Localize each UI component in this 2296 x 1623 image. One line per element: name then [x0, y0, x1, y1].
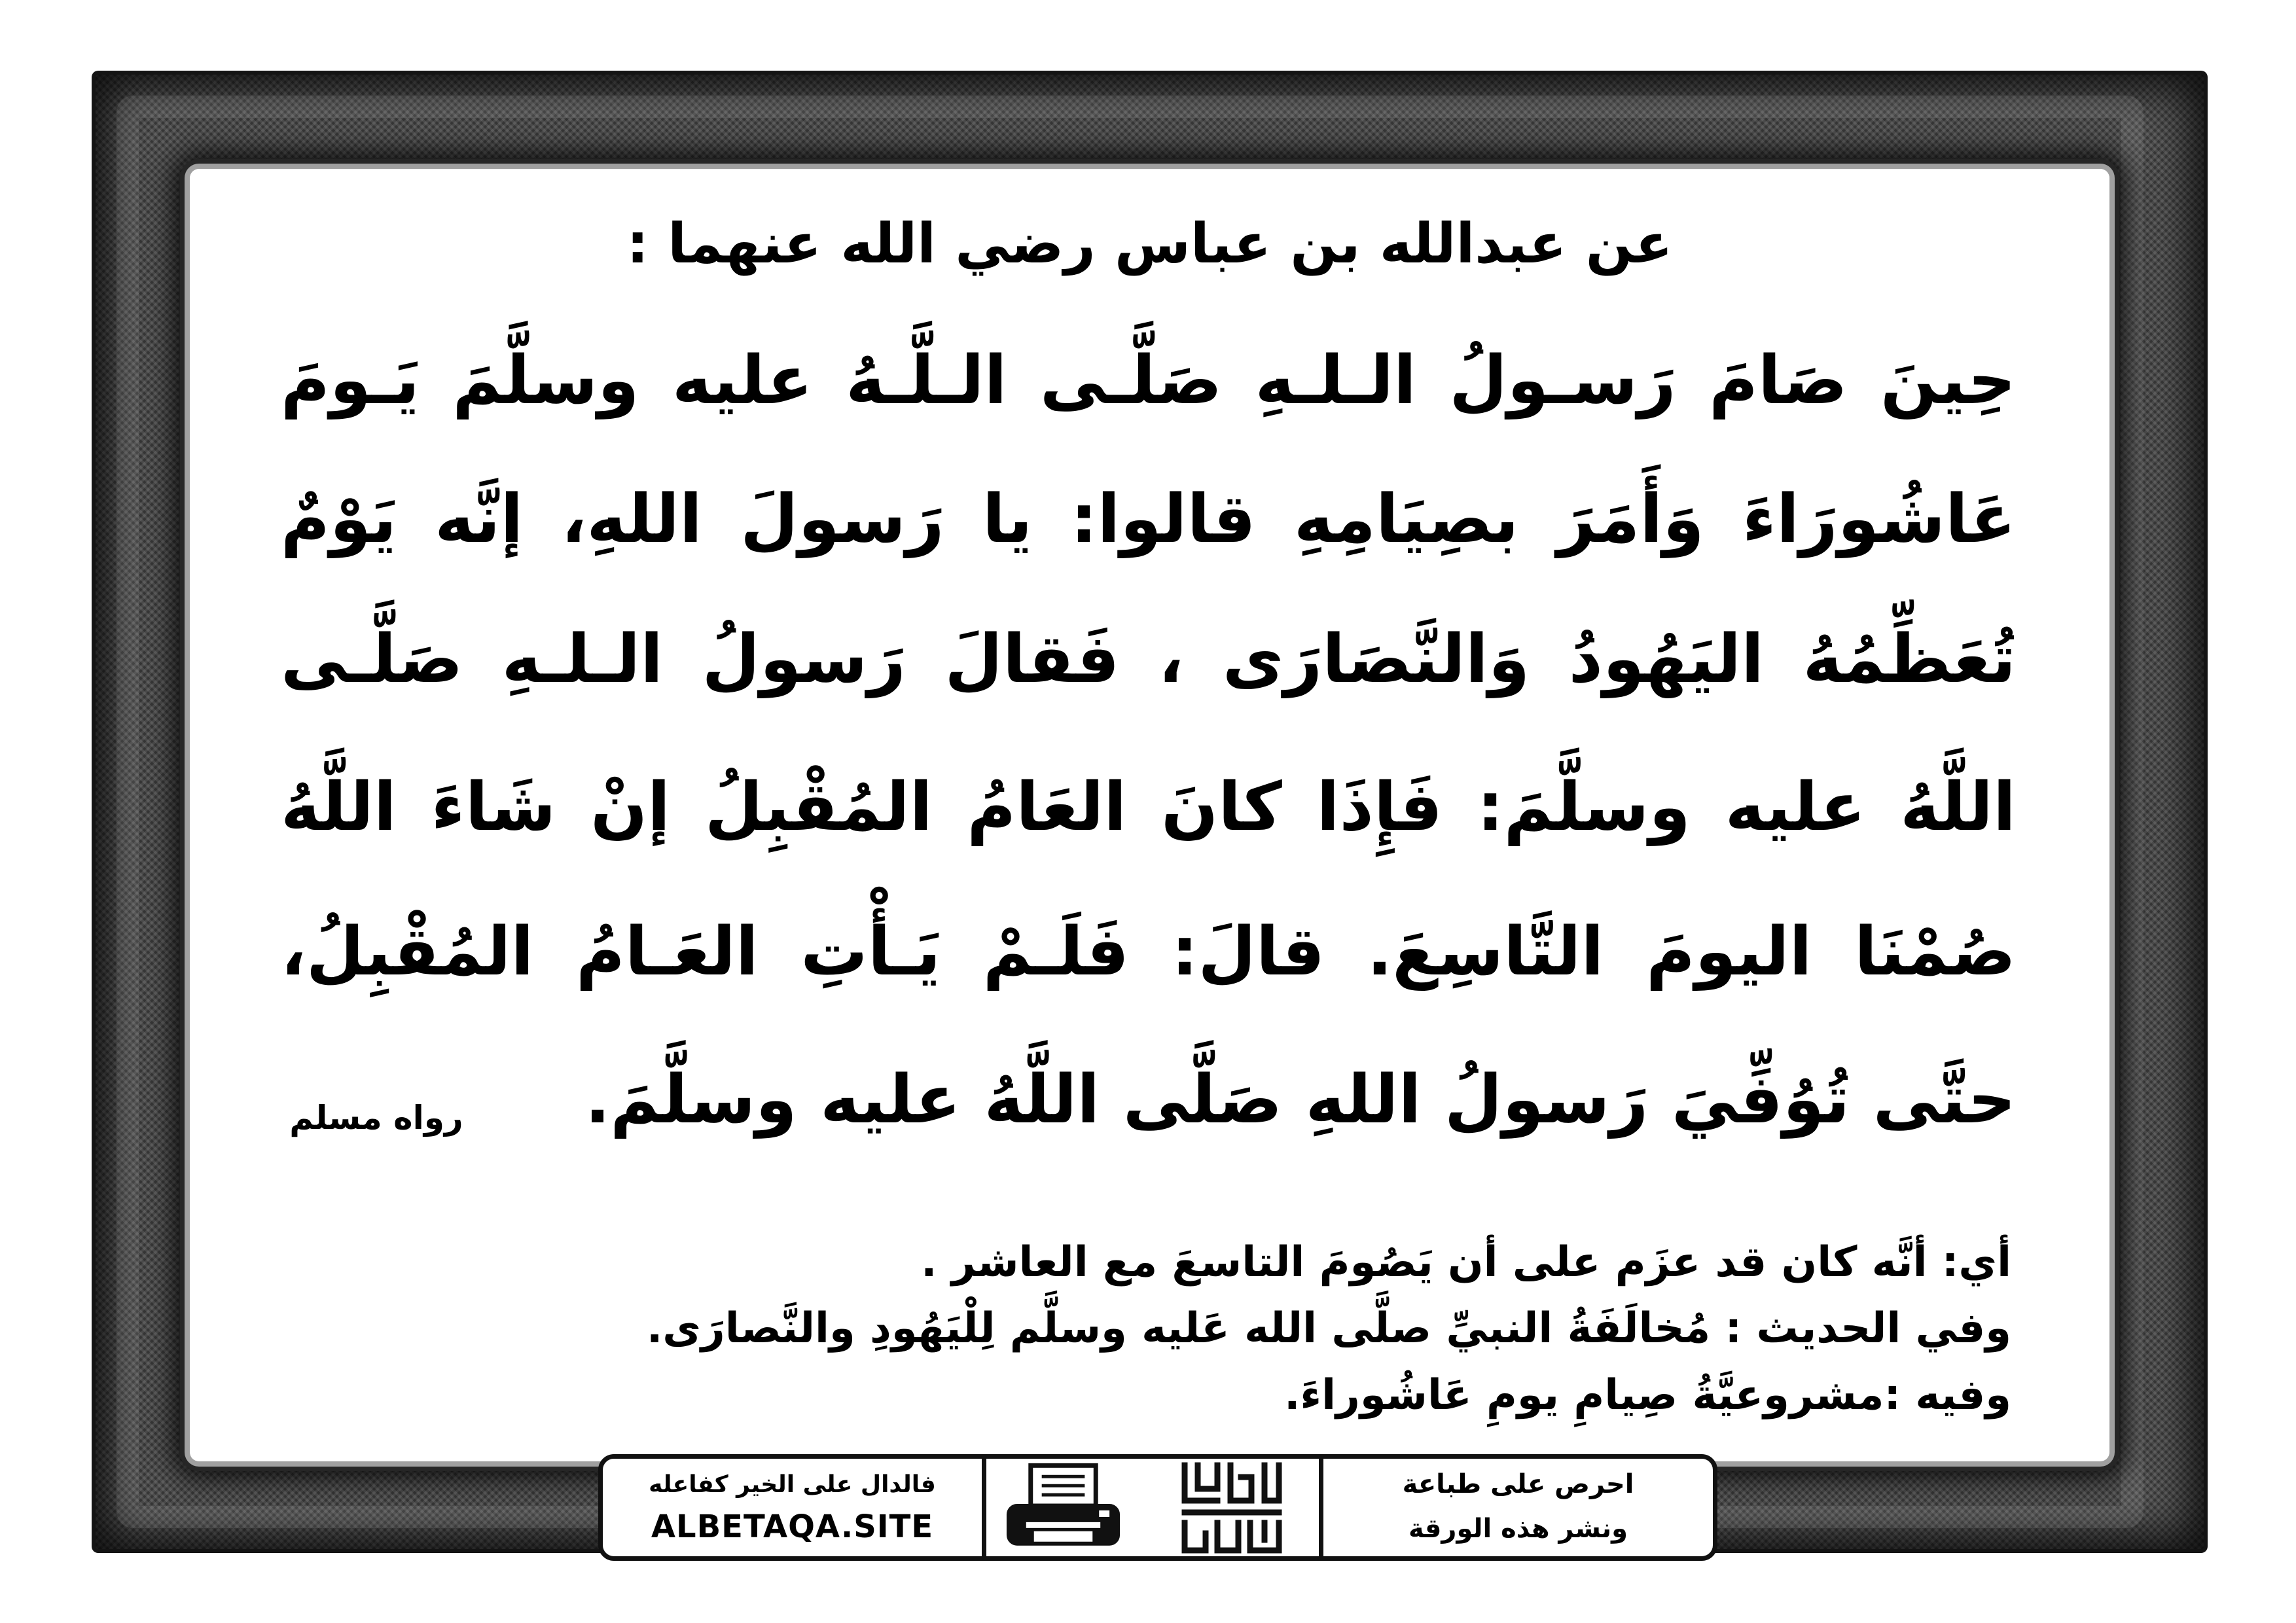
printer-icon	[1001, 1462, 1125, 1554]
footer-bar	[598, 1454, 1717, 1561]
note-line-2: وفي الحديث : مُخالَفَةُ النبيِّ صلَّى الله عَليه وسلَّم لِلْيَهُودِ والنَّصارَى.	[646, 1304, 2011, 1353]
hadith-source: رواه مسلم	[289, 1099, 463, 1137]
footer-website: ALBETAQA.SITE	[651, 1508, 934, 1545]
note-line-1: أي: أنَّه كان قد عزَم على أن يَصُومَ التاسعَ مع العاشر .	[921, 1238, 2011, 1287]
footer-print-prompt-1: احرص على طباعة	[1402, 1469, 1634, 1499]
hadith-line-4: اللَّهُ عليه وسلَّمَ: فَإِذَا كانَ العَامُ المُقْبِلُ إنْ شَاءَ اللَّهُ	[281, 768, 2016, 846]
footer-motto: فالدال على الخير كفاعله	[649, 1471, 936, 1498]
hadith-line-6: حتَّى تُوُفِّيَ رَسولُ اللهِ صَلَّى اللَّهُ عليه وسلَّمَ.	[584, 1061, 2016, 1139]
hadith-line-2: عَاشُورَاءَ وَأَمَرَ بصِيَامِهِ قالوا: يا رَسولَ اللهِ، إنَّه يَوْمٌ	[281, 480, 2016, 558]
hadith-line-3: تُعَظِّمُهُ اليَهُودُ وَالنَّصَارَى ، فَقالَ رَسولُ الـلـهِ صَلَّـى	[281, 620, 2016, 698]
note-line-3: وفيه :مشروعيَّةُ صِيامِ يومِ عَاشُوراءَ.	[1284, 1371, 2011, 1419]
narrator-heading: عن عبدالله بن عباس رضي الله عنهما :	[626, 211, 1673, 276]
footer-motto-panel	[603, 1459, 986, 1556]
hadith-line-5: صُمْنَا اليومَ التَّاسِعَ. قالَ: فَلَـمْ يَـأْتِ العَـامُ المُقْبِلُ،	[281, 913, 2016, 991]
kufic-logo-icon	[1178, 1460, 1285, 1555]
footer-print-prompt-2: ونشر هذه الورقة	[1408, 1514, 1628, 1544]
footer-print-panel	[1319, 1459, 1713, 1556]
hadith-line-1: حِينَ صَامَ رَسـولُ الـلـهِ صَلَّـى الـلَّـهُ عليه وسلَّمَ يَـومَ	[281, 342, 2016, 419]
